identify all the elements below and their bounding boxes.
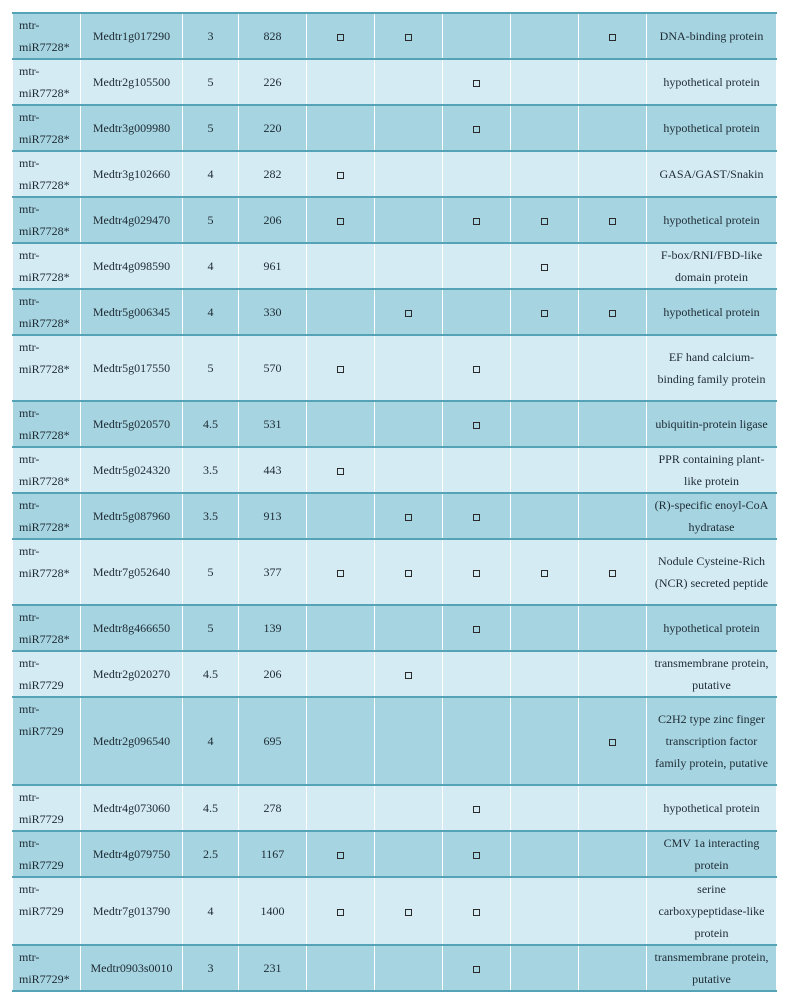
checkbox-glyph-icon bbox=[473, 806, 480, 813]
mark-cell bbox=[511, 539, 579, 605]
mark-cell bbox=[443, 289, 511, 335]
target-gene-cell: Medtr2g105500 bbox=[81, 59, 183, 105]
mark-cell bbox=[579, 289, 647, 335]
mark-cell bbox=[443, 105, 511, 151]
table-row bbox=[13, 539, 777, 605]
mark-cell bbox=[579, 945, 647, 991]
mark-cell bbox=[579, 447, 647, 493]
checkbox-glyph-icon bbox=[405, 34, 412, 41]
mark-cell bbox=[511, 785, 579, 831]
function-cell: F-box/RNI/FBD-like domain protein bbox=[647, 243, 777, 289]
score-cell: 5 bbox=[183, 105, 239, 151]
mark-cell bbox=[443, 197, 511, 243]
table-row bbox=[13, 105, 777, 151]
checkbox-glyph-icon bbox=[337, 218, 344, 225]
mark-cell bbox=[579, 831, 647, 877]
score-cell: 3.5 bbox=[183, 493, 239, 539]
mirna-cell: mtr-miR7728* bbox=[13, 197, 81, 243]
mark-cell bbox=[375, 335, 443, 401]
checkbox-glyph-icon bbox=[405, 570, 412, 577]
checkbox-glyph-icon bbox=[541, 264, 548, 271]
function-cell: hypothetical protein bbox=[647, 785, 777, 831]
mark-cell bbox=[375, 831, 443, 877]
checkbox-glyph-icon bbox=[405, 909, 412, 916]
mark-cell bbox=[579, 105, 647, 151]
target-gene-cell: Medtr7g052640 bbox=[81, 539, 183, 605]
checkbox-glyph-icon bbox=[473, 218, 480, 225]
checkbox-glyph-icon bbox=[337, 366, 344, 373]
mark-cell bbox=[307, 697, 375, 785]
position-cell: 828 bbox=[239, 13, 307, 59]
mark-cell bbox=[307, 877, 375, 945]
mark-cell bbox=[579, 651, 647, 697]
checkbox-glyph-icon bbox=[337, 852, 344, 859]
position-cell: 330 bbox=[239, 289, 307, 335]
checkbox-glyph-icon bbox=[473, 852, 480, 859]
mark-cell bbox=[511, 105, 579, 151]
mark-cell bbox=[443, 651, 511, 697]
checkbox-glyph-icon bbox=[405, 672, 412, 679]
mirna-cell: mtr-miR7728* bbox=[13, 289, 81, 335]
table-row bbox=[13, 877, 777, 945]
mark-cell bbox=[511, 697, 579, 785]
score-cell: 4 bbox=[183, 877, 239, 945]
score-cell: 4 bbox=[183, 697, 239, 785]
position-cell: 443 bbox=[239, 447, 307, 493]
mark-cell bbox=[375, 697, 443, 785]
mark-cell bbox=[375, 605, 443, 651]
mark-cell bbox=[511, 447, 579, 493]
score-cell: 3 bbox=[183, 945, 239, 991]
mark-cell bbox=[443, 539, 511, 605]
mark-cell bbox=[511, 877, 579, 945]
function-cell: CMV 1a interacting protein bbox=[647, 831, 777, 877]
position-cell: 206 bbox=[239, 651, 307, 697]
score-cell: 5 bbox=[183, 197, 239, 243]
mark-cell bbox=[443, 877, 511, 945]
mark-cell bbox=[511, 493, 579, 539]
mark-cell bbox=[511, 605, 579, 651]
score-cell: 4 bbox=[183, 289, 239, 335]
table-row bbox=[13, 197, 777, 243]
checkbox-glyph-icon bbox=[405, 310, 412, 317]
mark-cell bbox=[307, 197, 375, 243]
mark-cell bbox=[579, 785, 647, 831]
score-cell: 4 bbox=[183, 243, 239, 289]
mark-cell bbox=[443, 605, 511, 651]
function-cell: hypothetical protein bbox=[647, 605, 777, 651]
mark-cell bbox=[511, 289, 579, 335]
mark-cell bbox=[579, 539, 647, 605]
mark-cell bbox=[443, 59, 511, 105]
mark-cell bbox=[375, 13, 443, 59]
checkbox-glyph-icon bbox=[473, 626, 480, 633]
mark-cell bbox=[511, 335, 579, 401]
position-cell: 695 bbox=[239, 697, 307, 785]
mark-cell bbox=[307, 289, 375, 335]
table-row bbox=[13, 785, 777, 831]
mirna-cell: mtr-miR7728* bbox=[13, 13, 81, 59]
mirna-cell: mtr-miR7729 bbox=[13, 831, 81, 877]
mark-cell bbox=[443, 493, 511, 539]
mark-cell bbox=[307, 105, 375, 151]
function-cell: serine carboxypeptidase-like protein bbox=[647, 877, 777, 945]
mark-cell bbox=[443, 151, 511, 197]
score-cell: 5 bbox=[183, 605, 239, 651]
table-row bbox=[13, 289, 777, 335]
table-row bbox=[13, 447, 777, 493]
target-gene-cell: Medtr4g073060 bbox=[81, 785, 183, 831]
mark-cell bbox=[443, 697, 511, 785]
table-row bbox=[13, 945, 777, 991]
checkbox-glyph-icon bbox=[473, 570, 480, 577]
checkbox-glyph-icon bbox=[473, 366, 480, 373]
mark-cell bbox=[375, 243, 443, 289]
target-gene-cell: Medtr4g079750 bbox=[81, 831, 183, 877]
position-cell: 1167 bbox=[239, 831, 307, 877]
checkbox-glyph-icon bbox=[541, 570, 548, 577]
checkbox-glyph-icon bbox=[337, 909, 344, 916]
mark-cell bbox=[307, 447, 375, 493]
target-gene-cell: Medtr5g087960 bbox=[81, 493, 183, 539]
table-row bbox=[13, 243, 777, 289]
mirna-cell: mtr-miR7728* bbox=[13, 447, 81, 493]
position-cell: 278 bbox=[239, 785, 307, 831]
position-cell: 377 bbox=[239, 539, 307, 605]
target-gene-cell: Medtr7g013790 bbox=[81, 877, 183, 945]
mirna-cell: mtr-miR7728* bbox=[13, 401, 81, 447]
mirna-cell: mtr-miR7729* bbox=[13, 945, 81, 991]
checkbox-glyph-icon bbox=[609, 739, 616, 746]
mark-cell bbox=[443, 785, 511, 831]
mark-cell bbox=[307, 831, 375, 877]
position-cell: 231 bbox=[239, 945, 307, 991]
target-gene-cell: Medtr4g098590 bbox=[81, 243, 183, 289]
mark-cell bbox=[511, 831, 579, 877]
checkbox-glyph-icon bbox=[337, 172, 344, 179]
mark-cell bbox=[307, 539, 375, 605]
mark-cell bbox=[443, 13, 511, 59]
checkbox-glyph-icon bbox=[541, 310, 548, 317]
mark-cell bbox=[443, 243, 511, 289]
mark-cell bbox=[375, 493, 443, 539]
table-row bbox=[13, 605, 777, 651]
mark-cell bbox=[375, 401, 443, 447]
mark-cell bbox=[375, 785, 443, 831]
score-cell: 4.5 bbox=[183, 401, 239, 447]
mirna-cell: mtr-miR7728* bbox=[13, 243, 81, 289]
mark-cell bbox=[579, 59, 647, 105]
checkbox-glyph-icon bbox=[473, 909, 480, 916]
score-cell: 5 bbox=[183, 59, 239, 105]
checkbox-glyph-icon bbox=[337, 570, 344, 577]
target-gene-cell: Medtr3g009980 bbox=[81, 105, 183, 151]
score-cell: 2.5 bbox=[183, 831, 239, 877]
mark-cell bbox=[511, 401, 579, 447]
mark-cell bbox=[375, 59, 443, 105]
checkbox-glyph-icon bbox=[609, 34, 616, 41]
table-row bbox=[13, 831, 777, 877]
mark-cell bbox=[307, 243, 375, 289]
table-row bbox=[13, 335, 777, 401]
checkbox-glyph-icon bbox=[337, 34, 344, 41]
position-cell: 531 bbox=[239, 401, 307, 447]
mark-cell bbox=[579, 401, 647, 447]
table-row bbox=[13, 651, 777, 697]
function-cell: hypothetical protein bbox=[647, 59, 777, 105]
mirna-cell: mtr-miR7729 bbox=[13, 697, 81, 785]
function-cell: EF hand calcium-binding family protein bbox=[647, 335, 777, 401]
mark-cell bbox=[579, 697, 647, 785]
checkbox-glyph-icon bbox=[473, 966, 480, 973]
function-cell: Nodule Cysteine-Rich (NCR) secreted peptide bbox=[647, 539, 777, 605]
mark-cell bbox=[375, 105, 443, 151]
function-cell: hypothetical protein bbox=[647, 289, 777, 335]
mark-cell bbox=[375, 945, 443, 991]
function-cell: PPR containing plant-like protein bbox=[647, 447, 777, 493]
function-cell: ubiquitin-protein ligase bbox=[647, 401, 777, 447]
target-gene-cell: Medtr2g020270 bbox=[81, 651, 183, 697]
score-cell: 4 bbox=[183, 151, 239, 197]
mirna-cell: mtr-miR7728* bbox=[13, 105, 81, 151]
mark-cell bbox=[375, 539, 443, 605]
position-cell: 139 bbox=[239, 605, 307, 651]
table-row bbox=[13, 493, 777, 539]
mark-cell bbox=[579, 605, 647, 651]
mirna-cell: mtr-miR7728* bbox=[13, 151, 81, 197]
checkbox-glyph-icon bbox=[609, 218, 616, 225]
function-cell: hypothetical protein bbox=[647, 197, 777, 243]
mark-cell bbox=[307, 493, 375, 539]
mark-cell bbox=[375, 151, 443, 197]
score-cell: 5 bbox=[183, 335, 239, 401]
mirna-cell: mtr-miR7729 bbox=[13, 651, 81, 697]
position-cell: 220 bbox=[239, 105, 307, 151]
mark-cell bbox=[579, 13, 647, 59]
checkbox-glyph-icon bbox=[473, 126, 480, 133]
mirna-cell: mtr-miR7729 bbox=[13, 877, 81, 945]
mirna-cell: mtr-miR7728* bbox=[13, 493, 81, 539]
checkbox-glyph-icon bbox=[609, 570, 616, 577]
mark-cell bbox=[579, 243, 647, 289]
mark-cell bbox=[375, 197, 443, 243]
mark-cell bbox=[579, 151, 647, 197]
mark-cell bbox=[443, 447, 511, 493]
table-row bbox=[13, 13, 777, 59]
target-gene-table bbox=[12, 12, 777, 992]
mark-cell bbox=[307, 59, 375, 105]
table-row bbox=[13, 59, 777, 105]
mark-cell bbox=[307, 151, 375, 197]
position-cell: 282 bbox=[239, 151, 307, 197]
position-cell: 226 bbox=[239, 59, 307, 105]
target-gene-cell: Medtr5g024320 bbox=[81, 447, 183, 493]
mark-cell bbox=[579, 197, 647, 243]
mark-cell bbox=[443, 401, 511, 447]
mark-cell bbox=[307, 785, 375, 831]
score-cell: 5 bbox=[183, 539, 239, 605]
checkbox-glyph-icon bbox=[609, 310, 616, 317]
table-row bbox=[13, 697, 777, 785]
position-cell: 1400 bbox=[239, 877, 307, 945]
target-gene-cell: Medtr5g017550 bbox=[81, 335, 183, 401]
mark-cell bbox=[579, 877, 647, 945]
score-cell: 3 bbox=[183, 13, 239, 59]
mark-cell bbox=[443, 945, 511, 991]
mark-cell bbox=[511, 945, 579, 991]
position-cell: 913 bbox=[239, 493, 307, 539]
checkbox-glyph-icon bbox=[541, 218, 548, 225]
table-row bbox=[13, 401, 777, 447]
mark-cell bbox=[511, 651, 579, 697]
target-gene-cell: Medtr4g029470 bbox=[81, 197, 183, 243]
mark-cell bbox=[511, 59, 579, 105]
mark-cell bbox=[307, 335, 375, 401]
function-cell: (R)-specific enoyl-CoA hydratase bbox=[647, 493, 777, 539]
score-cell: 3.5 bbox=[183, 447, 239, 493]
target-gene-cell: Medtr5g020570 bbox=[81, 401, 183, 447]
mark-cell bbox=[375, 877, 443, 945]
mark-cell bbox=[511, 151, 579, 197]
mark-cell bbox=[307, 13, 375, 59]
target-gene-cell: Medtr3g102660 bbox=[81, 151, 183, 197]
function-cell: transmembrane protein, putative bbox=[647, 945, 777, 991]
target-gene-cell: Medtr5g006345 bbox=[81, 289, 183, 335]
mark-cell bbox=[307, 945, 375, 991]
mirna-cell: mtr-miR7729 bbox=[13, 785, 81, 831]
target-gene-cell: Medtr8g466650 bbox=[81, 605, 183, 651]
function-cell: transmembrane protein, putative bbox=[647, 651, 777, 697]
checkbox-glyph-icon bbox=[405, 514, 412, 521]
checkbox-glyph-icon bbox=[473, 514, 480, 521]
checkbox-glyph-icon bbox=[473, 80, 480, 87]
position-cell: 206 bbox=[239, 197, 307, 243]
mark-cell bbox=[511, 13, 579, 59]
mark-cell bbox=[443, 831, 511, 877]
mark-cell bbox=[375, 289, 443, 335]
position-cell: 570 bbox=[239, 335, 307, 401]
mark-cell bbox=[307, 605, 375, 651]
mark-cell bbox=[375, 447, 443, 493]
function-cell: DNA-binding protein bbox=[647, 13, 777, 59]
mark-cell bbox=[307, 651, 375, 697]
mirna-cell: mtr-miR7728* bbox=[13, 335, 81, 401]
table-row bbox=[13, 151, 777, 197]
mark-cell bbox=[375, 651, 443, 697]
function-cell: hypothetical protein bbox=[647, 105, 777, 151]
function-cell: C2H2 type zinc finger transcription factor family protein, putative bbox=[647, 697, 777, 785]
target-gene-cell: Medtr0903s0010 bbox=[81, 945, 183, 991]
mirna-cell: mtr-miR7728* bbox=[13, 605, 81, 651]
mirna-cell: mtr-miR7728* bbox=[13, 59, 81, 105]
checkbox-glyph-icon bbox=[473, 422, 480, 429]
target-gene-cell: Medtr1g017290 bbox=[81, 13, 183, 59]
position-cell: 961 bbox=[239, 243, 307, 289]
target-gene-cell: Medtr2g096540 bbox=[81, 697, 183, 785]
checkbox-glyph-icon bbox=[337, 468, 344, 475]
mark-cell bbox=[579, 493, 647, 539]
function-cell: GASA/GAST/Snakin bbox=[647, 151, 777, 197]
mark-cell bbox=[307, 401, 375, 447]
mark-cell bbox=[511, 197, 579, 243]
score-cell: 4.5 bbox=[183, 785, 239, 831]
mark-cell bbox=[579, 335, 647, 401]
score-cell: 4.5 bbox=[183, 651, 239, 697]
mirna-cell: mtr-miR7728* bbox=[13, 539, 81, 605]
mark-cell bbox=[443, 335, 511, 401]
mark-cell bbox=[511, 243, 579, 289]
